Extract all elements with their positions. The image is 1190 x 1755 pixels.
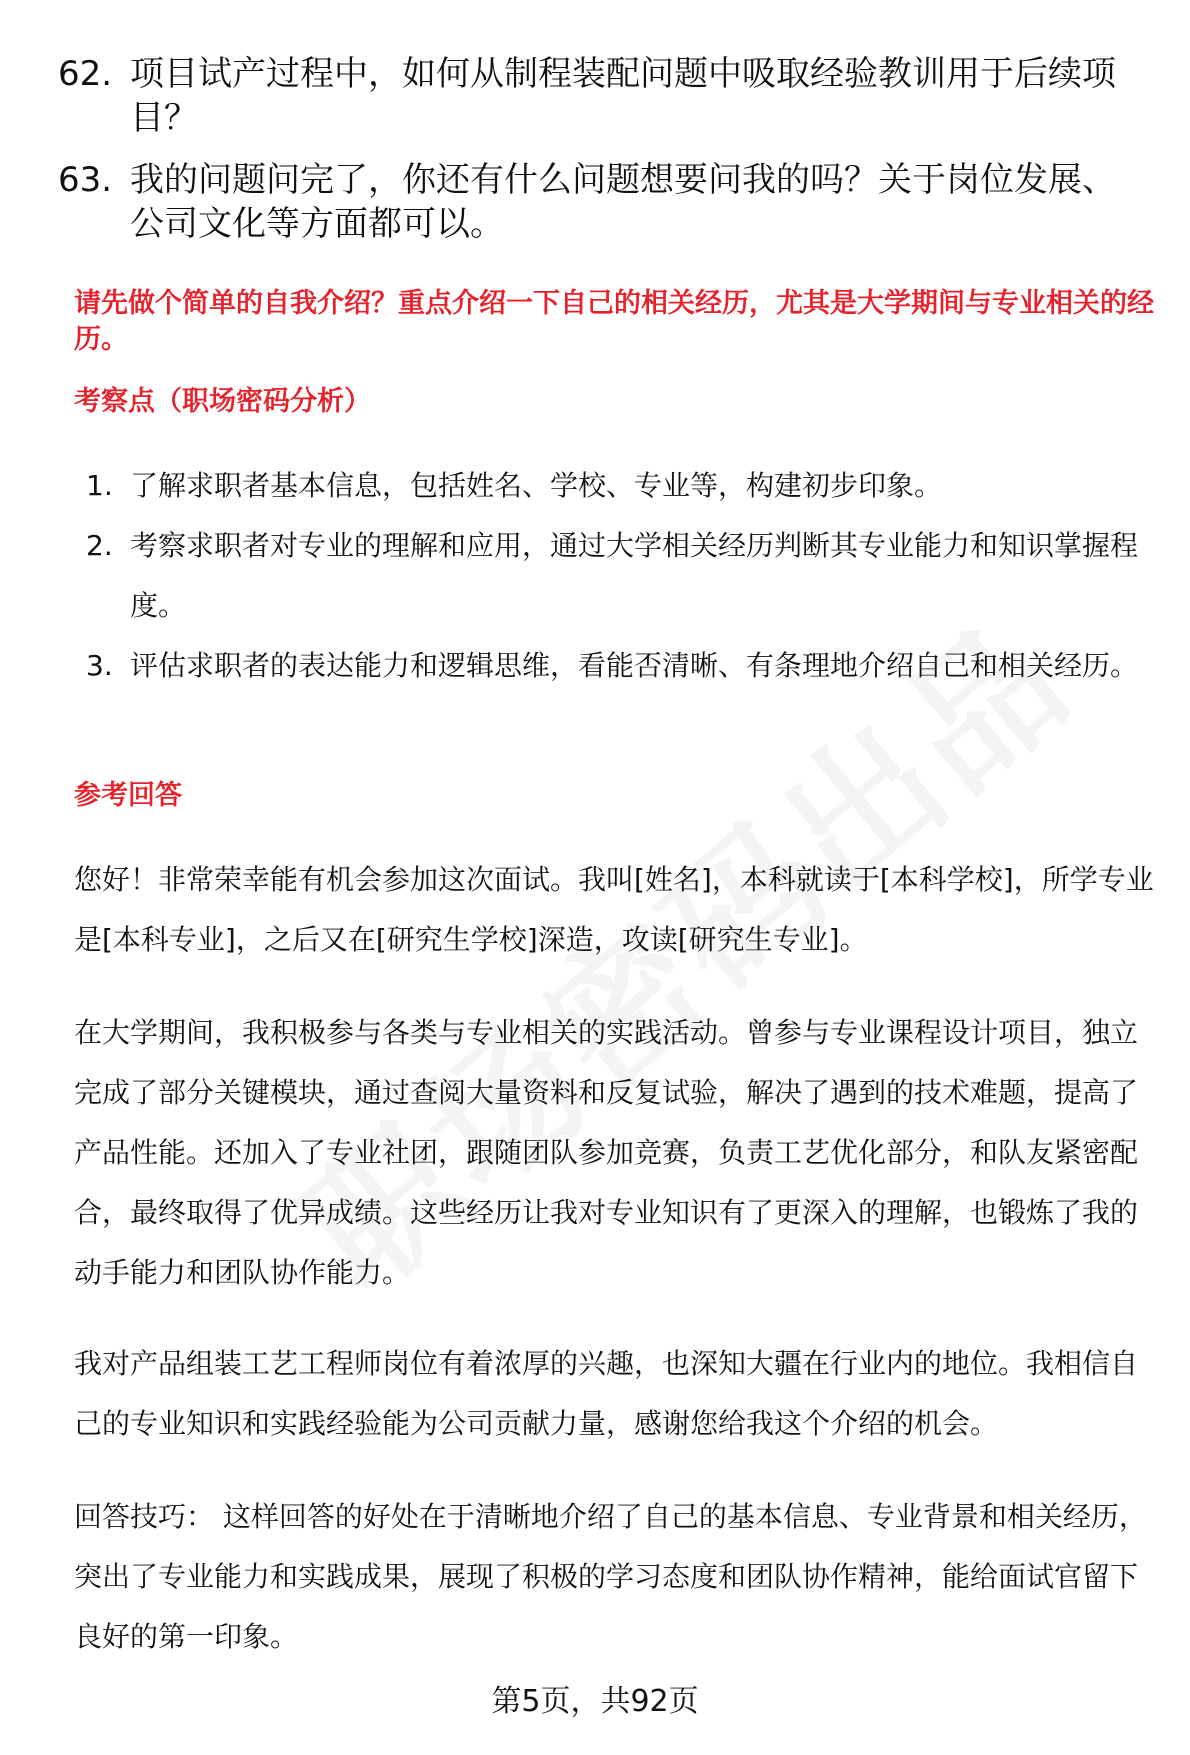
question-heading: 请先做个简单的自我介绍？重点介绍一下自己的相关经历，尤其是大学期间与专业相关的经历。 bbox=[74, 288, 1154, 355]
answer-paragraph: 在大学期间，我积极参与各类与专业相关的实践活动。曾参与专业课程设计项目，独立完成了部分关键模块，通过查阅大量资料和反复试验，解决了遇到的技术难题，提高了产品性能。还加入了专业社团，跟随团队参加竞赛，负责工艺优化部分，和队友紧密配合，最终取得了优异成绩。这些经历让我对专业知识有了更深入的理解，也锻炼了我的动手能力和团队协作能力。 bbox=[74, 1016, 1139, 1289]
answer-title: 参考回答 bbox=[74, 780, 182, 811]
analysis-title: 考察点（职场密码分析） bbox=[74, 386, 371, 417]
list-number: 1. bbox=[86, 469, 113, 502]
answer-paragraph: 我对产品组装工艺工程师岗位有着浓厚的兴趣，也深知大疆在行业内的地位。我相信自己的专业知识和实践经验能为公司贡献力量，感谢您给我这个介绍的机会。 bbox=[74, 1347, 1139, 1440]
list-text: 评估求职者的表达能力和逻辑思维，看能否清晰、有条理地介绍自己和相关经历。 bbox=[130, 649, 1139, 682]
list-number: 63. bbox=[58, 160, 113, 200]
list-text: 了解求职者基本信息，包括姓名、学校、专业等，构建初步印象。 bbox=[130, 469, 943, 502]
list-number: 2. bbox=[86, 529, 113, 562]
list-number: 62. bbox=[58, 54, 113, 94]
list-text: 考察求职者对专业的理解和应用，通过大学相关经历判断其专业能力和知识掌握程度。 bbox=[130, 529, 1139, 622]
list-text: 项目试产过程中，如何从制程装配问题中吸取经验教训用于后续项目？ bbox=[130, 54, 1116, 138]
answer-tip-paragraph: 回答技巧： 这样回答的好处在于清晰地介绍了自己的基本信息、专业背景和相关经历，突出了专业能力和实践成果，展现了积极的学习态度和团队协作精神，能给面试官留下良好的第一印象。 bbox=[74, 1500, 1147, 1653]
list-item bbox=[58, 52, 1138, 140]
list-item bbox=[86, 516, 1160, 636]
list-number: 3. bbox=[86, 649, 113, 682]
analysis-list bbox=[86, 456, 1160, 696]
page-number: 第5页，共92页 bbox=[491, 1684, 699, 1719]
list-text: 我的问题问完了，你还有什么问题想要问我的吗？关于岗位发展、公司文化等方面都可以。 bbox=[130, 160, 1116, 244]
list-item bbox=[86, 456, 1160, 516]
list-item bbox=[58, 158, 1138, 246]
list-item bbox=[86, 636, 1160, 696]
answer-paragraph: 您好！非常荣幸能有机会参加这次面试。我叫[姓名]，本科就读于[本科学校]，所学专业是[本科专业]，之后又在[研究生学校]深造，攻读[研究生专业]。 bbox=[74, 863, 1154, 956]
question-list bbox=[58, 52, 1138, 264]
